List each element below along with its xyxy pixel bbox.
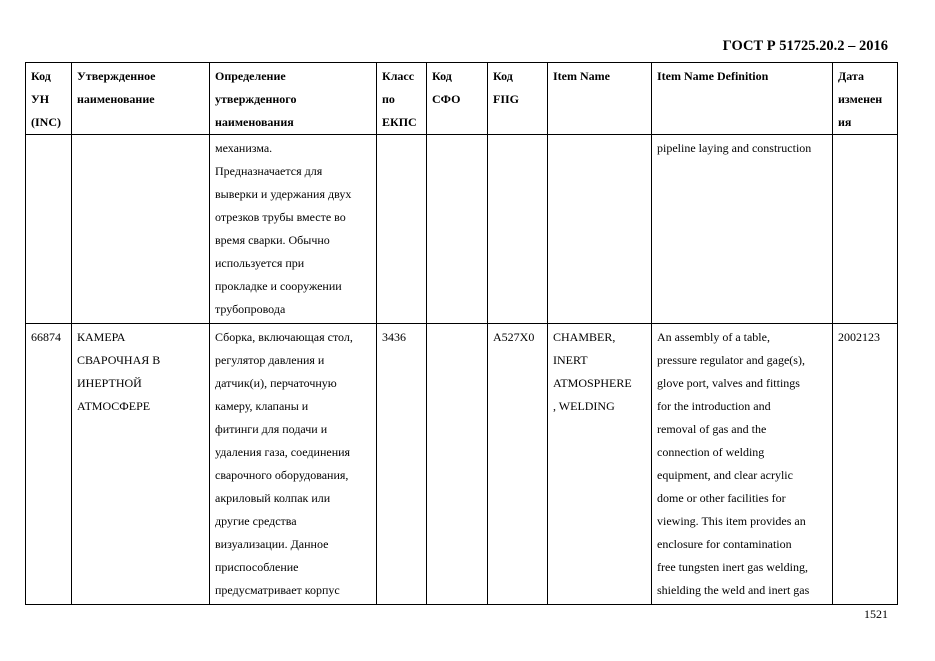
page-number: 1521 xyxy=(864,607,888,621)
cell-class xyxy=(377,135,427,324)
column-header-sfo: Код СФО xyxy=(427,63,488,135)
cell-inc xyxy=(26,135,72,324)
column-header-date: Дата изменен ия xyxy=(833,63,898,135)
column-header-fiig: Код FIIG xyxy=(488,63,548,135)
column-header-item-name: Item Name xyxy=(548,63,652,135)
cell-fiig: A527X0 xyxy=(488,323,548,604)
cell-definition: механизма. Предназначается для выверки и удержания двух отрезков трубы вместе во время сварки. Обычно используется при прокладке и сооружении трубопровода xyxy=(210,135,377,324)
cell-item-name xyxy=(548,135,652,324)
column-header-approved-name: Утвержденное наименование xyxy=(72,63,210,135)
table-header-row xyxy=(26,63,898,135)
cell-date: 2002123 xyxy=(833,323,898,604)
cell-sfo xyxy=(427,135,488,324)
column-header-inc: Код УН (INC) xyxy=(26,63,72,135)
cell-class: 3436 xyxy=(377,323,427,604)
cell-date xyxy=(833,135,898,324)
catalog-table xyxy=(25,62,898,605)
column-header-class: Класс по ЕКПС xyxy=(377,63,427,135)
cell-definition: Сборка, включающая стол, регулятор давления и датчик(и), перчаточную камеру, клапаны и фитинги для подачи и удаления газа, соединения сварочного оборудования, акриловый колпак или другие средства визуализации. Данное приспособление предусматривает корпус xyxy=(210,323,377,604)
cell-sfo xyxy=(427,323,488,604)
table-row xyxy=(26,323,898,604)
cell-inc: 66874 xyxy=(26,323,72,604)
cell-approved-name: КАМЕРА СВАРОЧНАЯ В ИНЕРТНОЙ АТМОСФЕРЕ xyxy=(72,323,210,604)
cell-fiig xyxy=(488,135,548,324)
cell-item-definition: pipeline laying and construction xyxy=(652,135,833,324)
document-header: ГОСТ Р 51725.20.2 – 2016 xyxy=(722,38,888,54)
cell-item-definition: An assembly of a table, pressure regulator and gage(s), glove port, valves and fittings for the introduction and removal of gas and the connection of welding equipment, and clear acrylic dome or other facilities for viewing. This item provides an enclosure for contamination free tungsten inert gas welding, shielding the weld and inert gas xyxy=(652,323,833,604)
column-header-item-definition: Item Name Definition xyxy=(652,63,833,135)
cell-item-name: CHAMBER, INERT ATMOSPHERE , WELDING xyxy=(548,323,652,604)
table-row-continuation xyxy=(26,135,898,324)
column-header-definition: Определение утвержденного наименования xyxy=(210,63,377,135)
cell-approved-name xyxy=(72,135,210,324)
